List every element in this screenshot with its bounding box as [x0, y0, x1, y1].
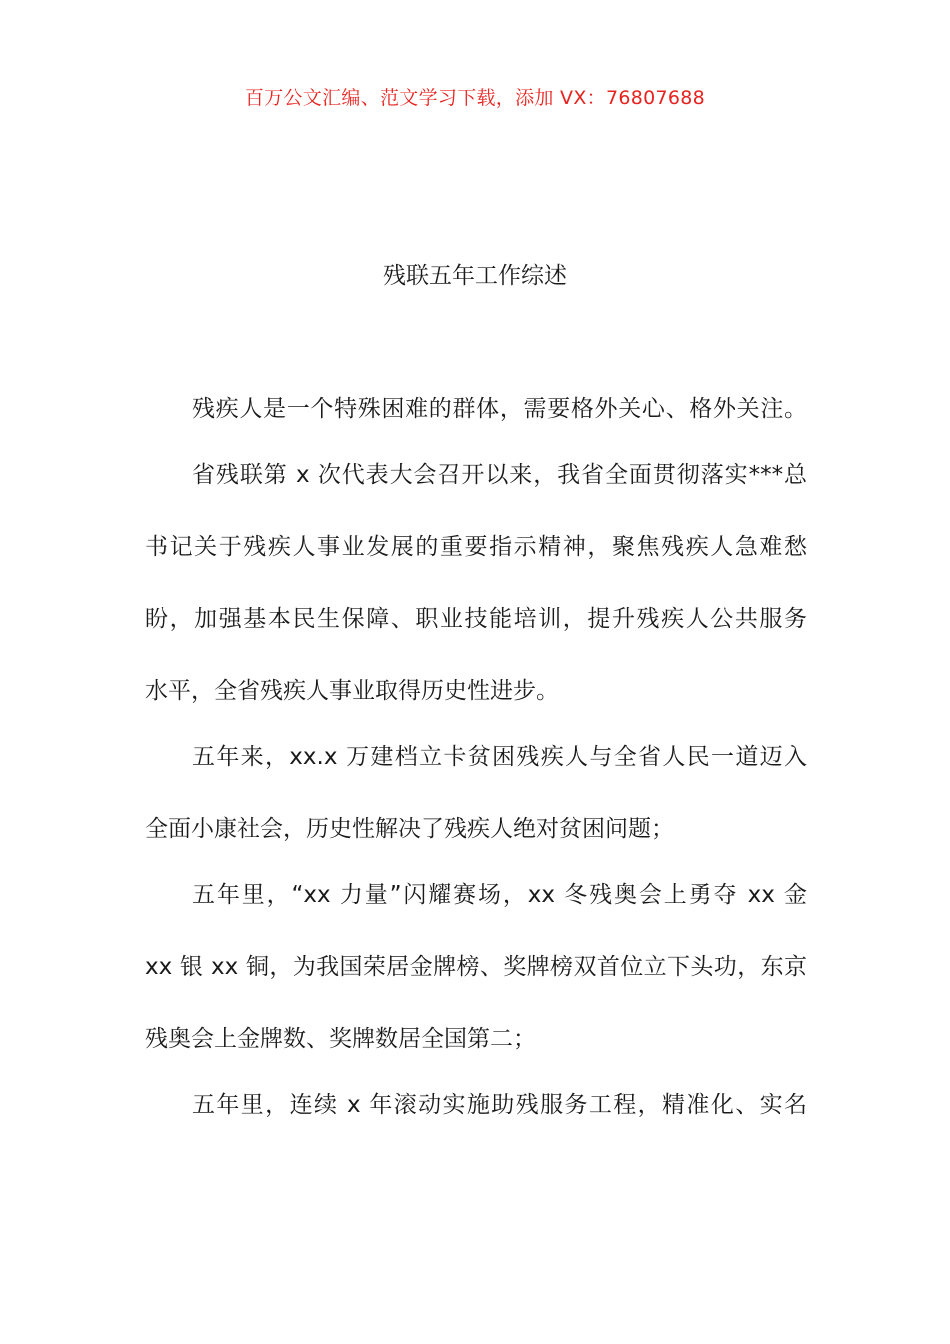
paragraph-line: 盼，加强基本民生保障、职业技能培训，提升残疾人公共服务	[145, 606, 807, 632]
paragraph-line: 五年里，连续 x 年滚动实施助残服务工程，精准化、实名	[192, 1092, 807, 1118]
document-title: 残联五年工作综述	[383, 263, 567, 289]
paragraph-line: xx 银 xx 铜，为我国荣居金牌榜、奖牌榜双首位立下头功，东京	[145, 954, 807, 980]
paragraph-line: 残奥会上金牌数、奖牌数居全国第二；	[145, 1026, 536, 1052]
paragraph-line: 残疾人是一个特殊困难的群体，需要格外关心、格外关注。	[192, 396, 807, 422]
paragraph-line: 五年来，xx.x 万建档立卡贫困残疾人与全省人民一道迈入	[192, 744, 807, 770]
paragraph-line: 书记关于残疾人事业发展的重要指示精神，聚焦残疾人急难愁	[145, 534, 807, 560]
paragraph-line: 水平，全省残疾人事业取得历史性进步。	[145, 678, 559, 704]
paragraph-line: 全面小康社会，历史性解决了残疾人绝对贫困问题；	[145, 816, 674, 842]
header-banner: 百万公文汇编、范文学习下载，添加 VX：76807688	[244, 87, 706, 109]
document-body	[145, 384, 807, 1152]
paragraph-line: 省残联第 x 次代表大会召开以来，我省全面贯彻落实***总	[192, 462, 807, 488]
paragraph-line: 五年里，“xx 力量”闪耀赛场，xx 冬残奥会上勇夺 xx 金	[192, 882, 807, 908]
